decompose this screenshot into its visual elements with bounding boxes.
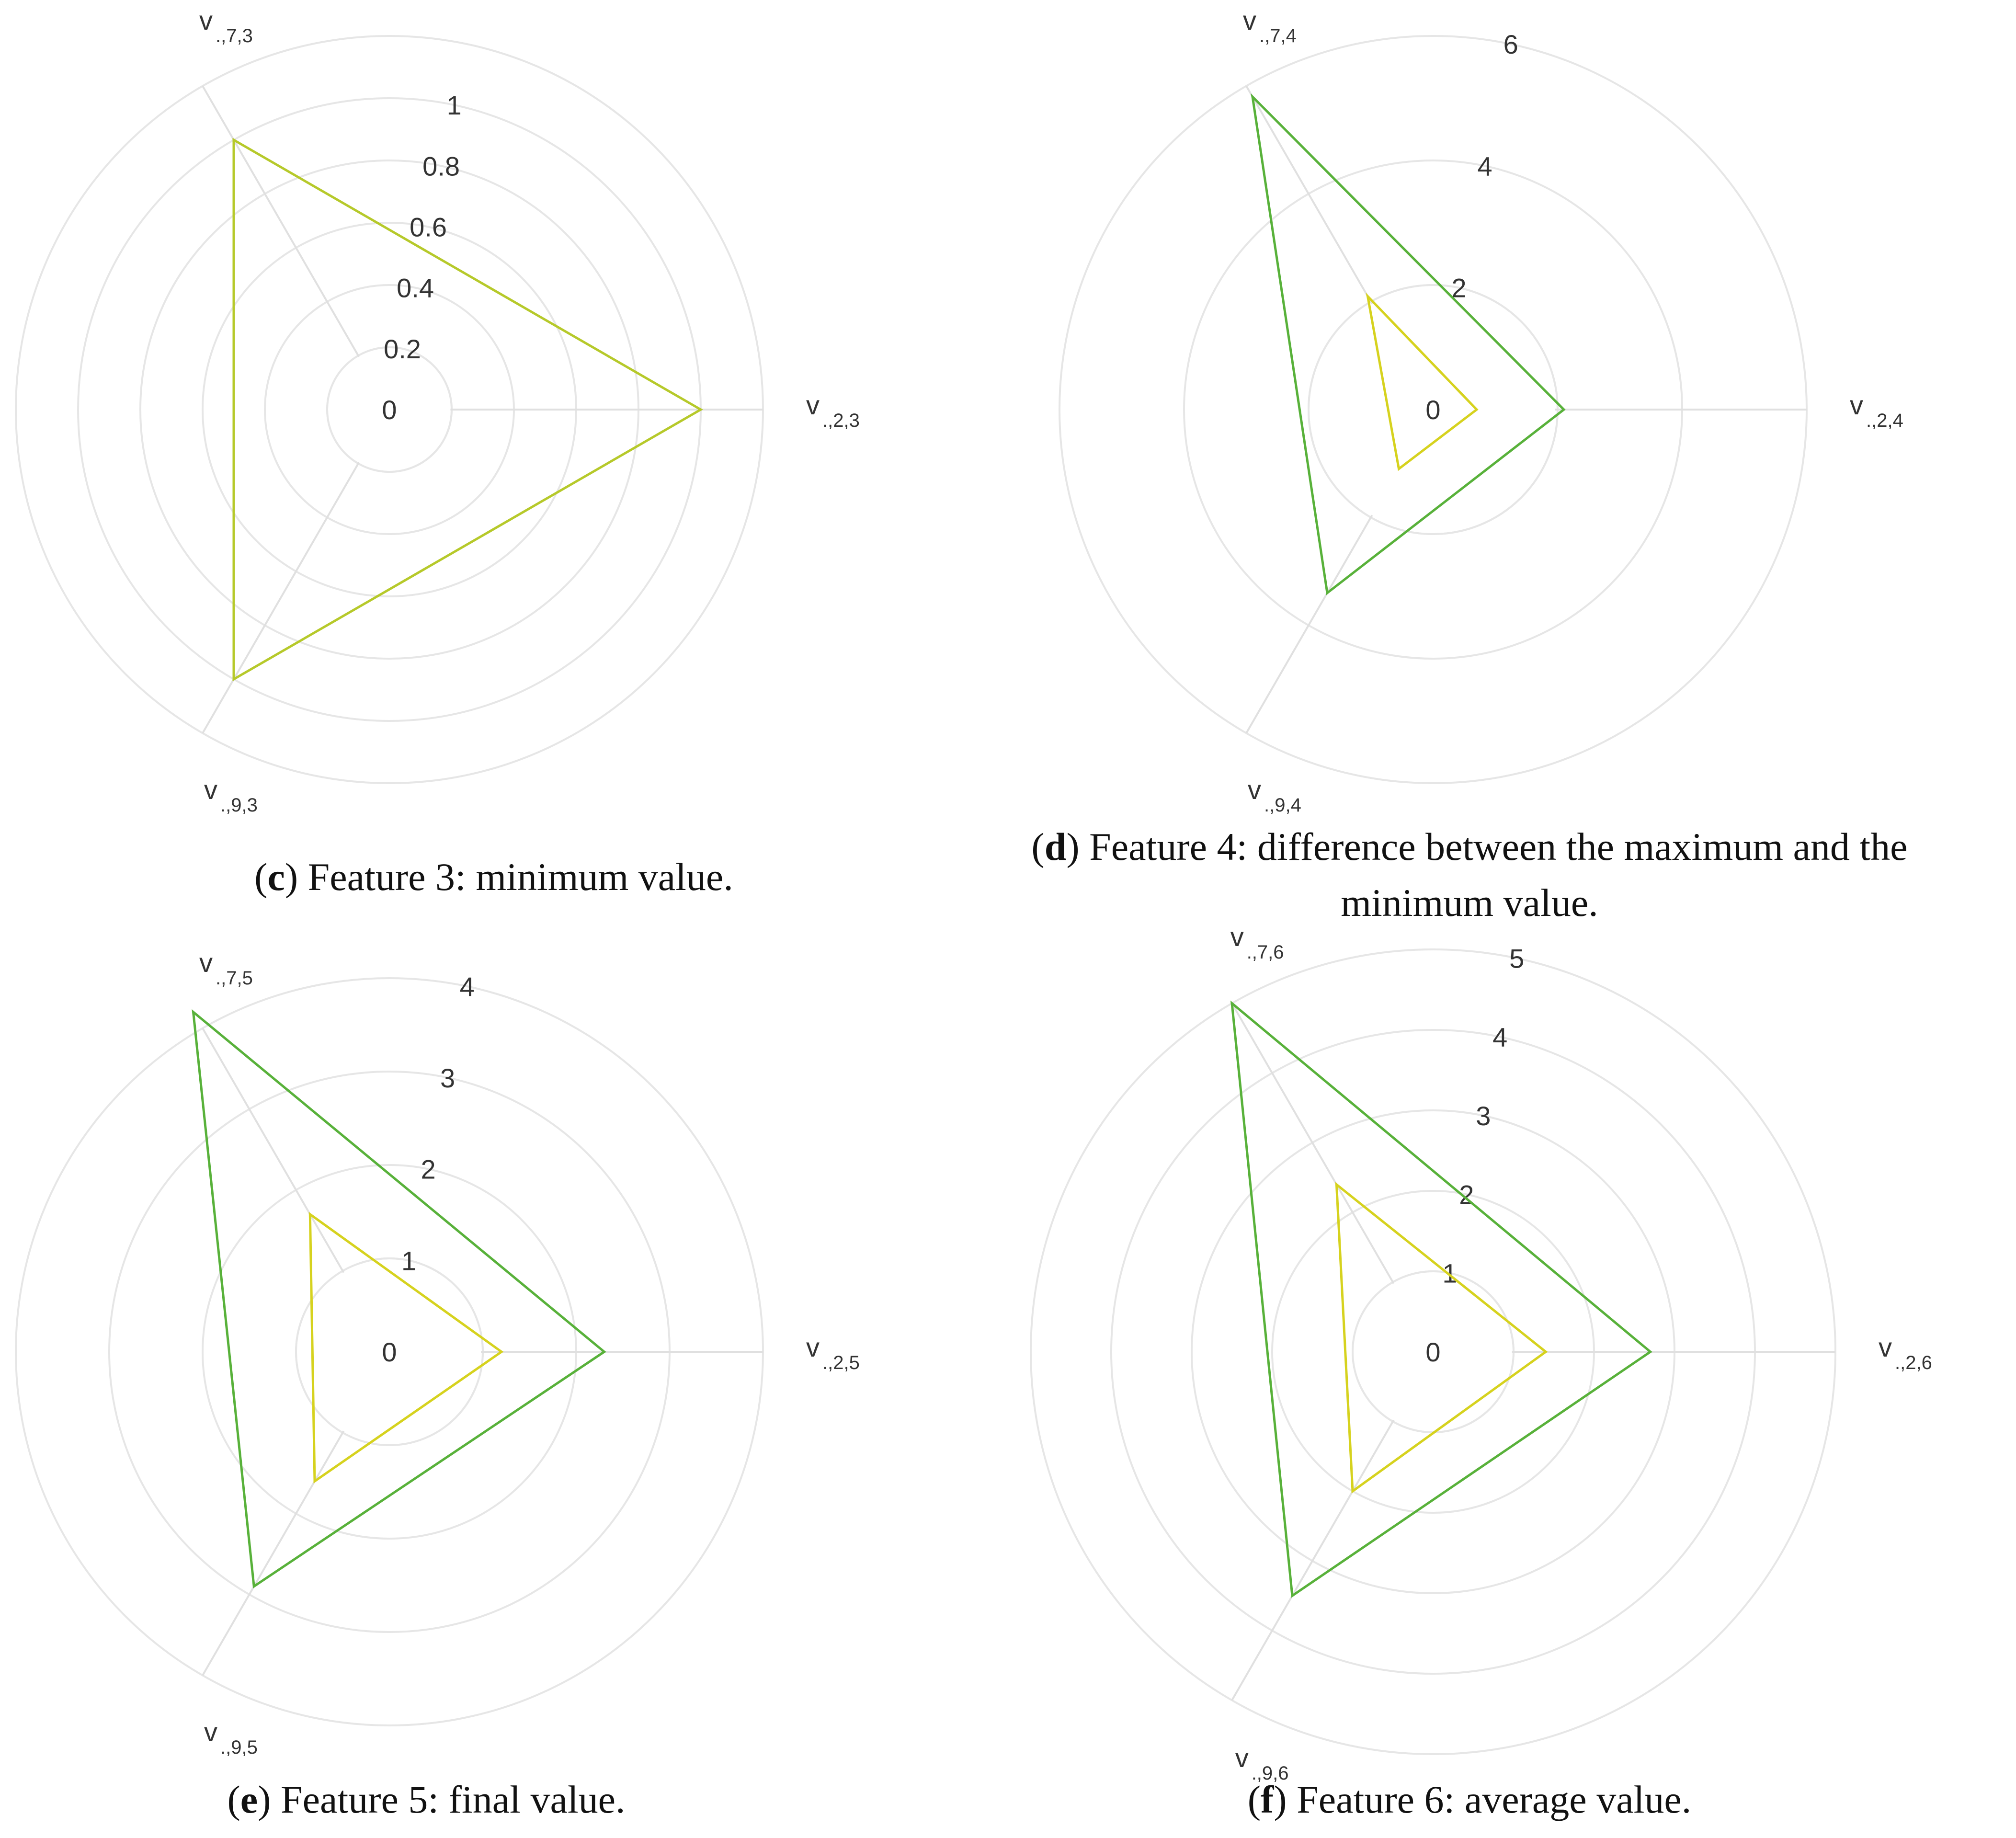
panel-caption: (c) Feature 3: minimum value. bbox=[254, 855, 733, 899]
radial-tick-label: 1 bbox=[401, 1245, 417, 1276]
series-polygon-2 bbox=[194, 1012, 604, 1587]
radial-tick-label: 0 bbox=[382, 1337, 397, 1367]
panel-caption: minimum value. bbox=[1341, 881, 1598, 925]
radial-tick-label: 4 bbox=[459, 971, 475, 1002]
panel-caption: (d) Feature 4: difference between the maximum and the bbox=[1031, 825, 1908, 868]
spoke-line bbox=[1246, 515, 1372, 733]
radar-panel-f bbox=[1031, 922, 1932, 1821]
series-polygon-1 bbox=[1368, 297, 1477, 469]
radial-tick-label: 0 bbox=[1425, 1337, 1441, 1367]
panel-caption: (f) Feature 6: average value. bbox=[1247, 1778, 1692, 1821]
axis-label: $v_{.,2,4}$ bbox=[1850, 390, 1903, 431]
radial-tick-label: 0 bbox=[1425, 395, 1441, 425]
spoke-line bbox=[1246, 86, 1372, 304]
radial-tick-label: 0.2 bbox=[384, 333, 421, 364]
radar-panel-d bbox=[1031, 5, 1907, 925]
panel-caption: (e) Feature 5: final value. bbox=[227, 1778, 626, 1821]
radial-tick-label: 4 bbox=[1492, 1022, 1508, 1052]
radial-tick-label: 2 bbox=[1451, 273, 1467, 303]
radial-tick-label: 2 bbox=[421, 1154, 436, 1185]
axis-label: $v_{.,9,3}$ bbox=[204, 774, 258, 816]
radial-tick-label: 3 bbox=[440, 1062, 456, 1093]
axis-label: $v_{.,7,3}$ bbox=[199, 5, 253, 47]
axis-label: $v_{.,2,6}$ bbox=[1879, 1332, 1932, 1373]
radial-tick-label: 1 bbox=[446, 90, 462, 121]
radial-tick-label: 6 bbox=[1503, 29, 1518, 60]
axis-label: $v_{.,9,5}$ bbox=[204, 1716, 258, 1758]
spoke-line bbox=[203, 1028, 343, 1273]
radar-panel-c bbox=[16, 5, 860, 899]
radial-tick-label: 3 bbox=[1476, 1101, 1491, 1131]
spoke-line bbox=[203, 1431, 343, 1675]
radial-tick-label: 4 bbox=[1477, 151, 1492, 182]
series-polygon-2 bbox=[1232, 1004, 1651, 1596]
radial-tick-label: 1 bbox=[1442, 1258, 1458, 1289]
radial-tick-label: 0.4 bbox=[397, 273, 434, 303]
spoke-line bbox=[1232, 1420, 1394, 1701]
axis-label: $v_{.,7,6}$ bbox=[1230, 922, 1284, 963]
radial-tick-label: 0.6 bbox=[410, 212, 447, 242]
radar-panel-e bbox=[16, 948, 860, 1821]
radial-tick-label: 0.8 bbox=[422, 151, 460, 182]
axis-label: $v_{.,7,4}$ bbox=[1243, 5, 1297, 47]
axis-label: $v_{.,2,3}$ bbox=[806, 390, 860, 431]
axis-label: $v_{.,9,6}$ bbox=[1235, 1742, 1289, 1784]
radial-tick-label: 5 bbox=[1509, 943, 1525, 974]
radial-tick-label: 2 bbox=[1459, 1179, 1474, 1210]
axis-label: $v_{.,2,5}$ bbox=[806, 1332, 860, 1373]
radial-tick-label: 0 bbox=[382, 395, 397, 425]
axis-label: $v_{.,7,5}$ bbox=[199, 948, 253, 989]
axis-label: $v_{.,9,4}$ bbox=[1248, 774, 1301, 816]
series-polygon-2 bbox=[1253, 97, 1564, 593]
